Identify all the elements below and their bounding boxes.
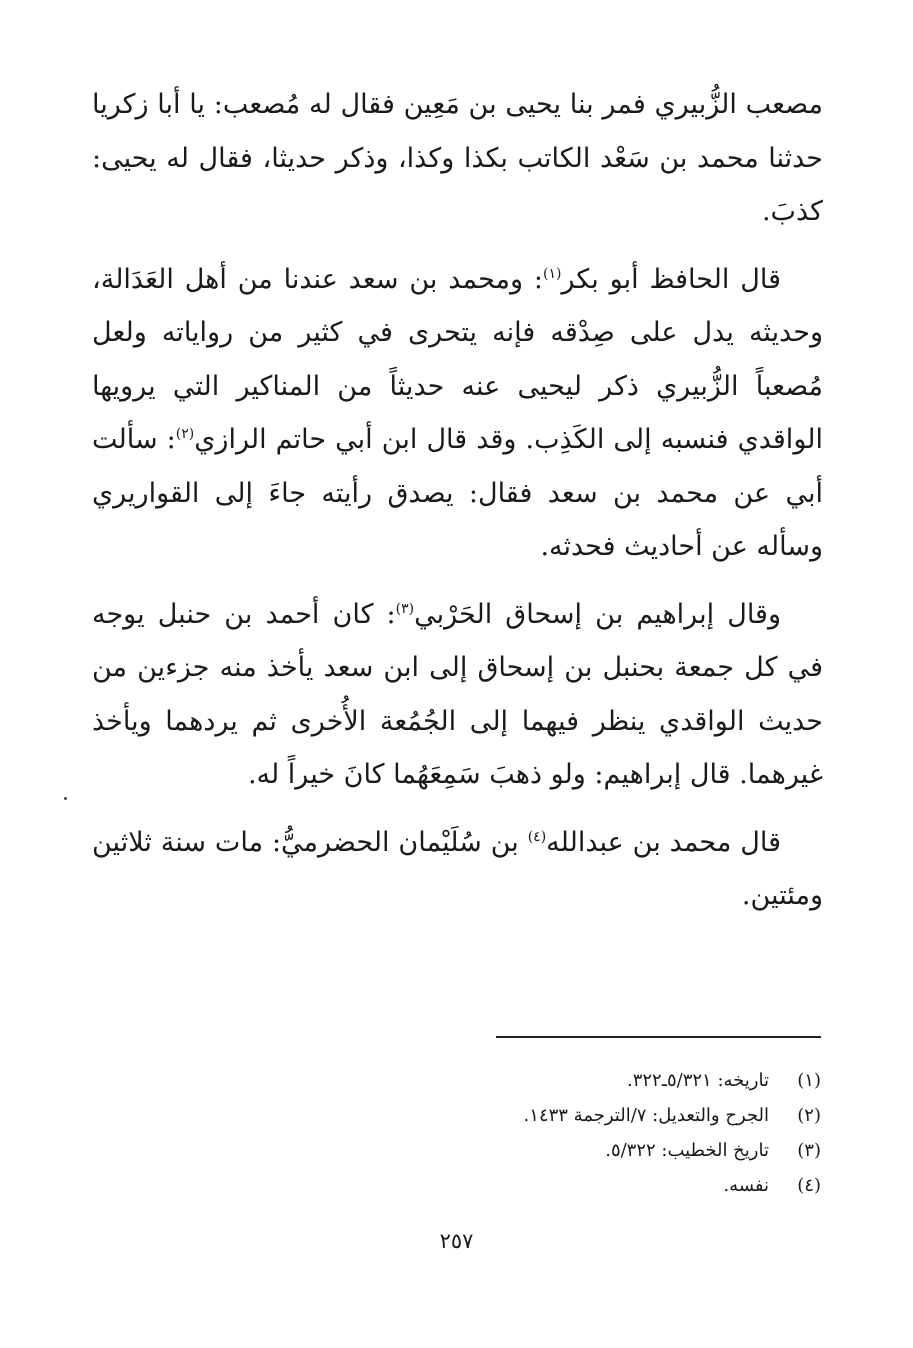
footnote-text: الجرح والتعديل: ٧/الترجمة ١٤٣٣.	[523, 1105, 769, 1126]
paragraph-3-text-a: وقال إبراهيم بن إسحاق الحَرْبي	[414, 598, 781, 630]
paragraph-2-text-b: : ومحمد بن سعد عندنا من أهل العَدَالة، وحديثه يدل على صِدْقه فإنه يتحرى في كثير من رواياته ولعل مُصعباً الزُّبيري ذكر ليحيى عنه حديثاً من المناكير التي يرويها الواقدي فنسبه إلى الكَذِب. وقد قال ابن أبي حاتم الرازي	[92, 263, 823, 455]
footnote-number: (٢)	[797, 1105, 821, 1126]
paragraph-2-text-a: قال الحافظ أبو بكر	[561, 263, 781, 295]
footnote-number: (٣)	[797, 1140, 821, 1161]
footnote-ref-1[interactable]: (١)	[542, 265, 562, 282]
paragraph-2	[92, 253, 823, 574]
footnote-item	[92, 1098, 821, 1133]
footnote-item	[92, 1063, 821, 1098]
footnote-text: تاريخ الخطيب: ٥/٣٢٢.	[605, 1140, 769, 1161]
scan-speck	[64, 797, 67, 800]
footnote-ref-2[interactable]: (٢)	[175, 426, 195, 442]
footnote-item	[92, 1133, 821, 1168]
footnote-text: تاريخه: ٥/٣٢١ـ٣٢٢.	[626, 1070, 769, 1091]
paragraph-1	[92, 78, 823, 239]
paragraph-2-text-c: : سألت أبي عن محمد بن سعد فقال: يصدق رأيته جاءَ إلى القواريري وسأله عن أحاديث فحدثه.	[92, 424, 823, 562]
paragraph-3-text-b: : كان أحمد بن حنبل يوجه في كل جمعة بحنبل بن إسحاق إلى ابن سعد يأخذ منه جزءين من حديث الواقدي ينظر فيهما إلى الجُمُعة الأُخرى ثم يردهما ويأخذ غيرهما. قال إبراهيم: ولو ذهبَ سَمِعَهُما كانَ خيراً له.	[92, 598, 823, 790]
footnote-item	[92, 1168, 821, 1203]
paragraph-4-text-a: قال محمد بن عبدالله	[546, 826, 781, 858]
footnote-text: نفسه.	[723, 1175, 769, 1196]
footnote-ref-4[interactable]: (٤)	[527, 828, 547, 845]
paragraph-4	[92, 816, 823, 923]
paragraph-4-text-b: بن سُلَيْمان الحضرميُّ: مات سنة ثلاثين ومئتين.	[92, 826, 823, 911]
page-number: ٢٥٧	[439, 1229, 474, 1253]
footnote-number: (١)	[797, 1070, 821, 1091]
footnote-ref-3[interactable]: (٣)	[395, 600, 415, 617]
footnote-divider	[496, 1036, 821, 1038]
paragraph-3	[92, 588, 823, 802]
footnote-number: (٤)	[797, 1175, 821, 1196]
footnotes	[92, 1063, 821, 1203]
paragraph-1-text: مصعب الزُّبيري فمر بنا يحيى بن مَعِين فقال له مُصعب: يا أبا زكريا حدثنا محمد بن سَعْد الكاتب بكذا وكذا، وذكر حديثا، فقال له يحيى: كذبَ.	[92, 89, 823, 227]
main-text	[92, 78, 823, 923]
